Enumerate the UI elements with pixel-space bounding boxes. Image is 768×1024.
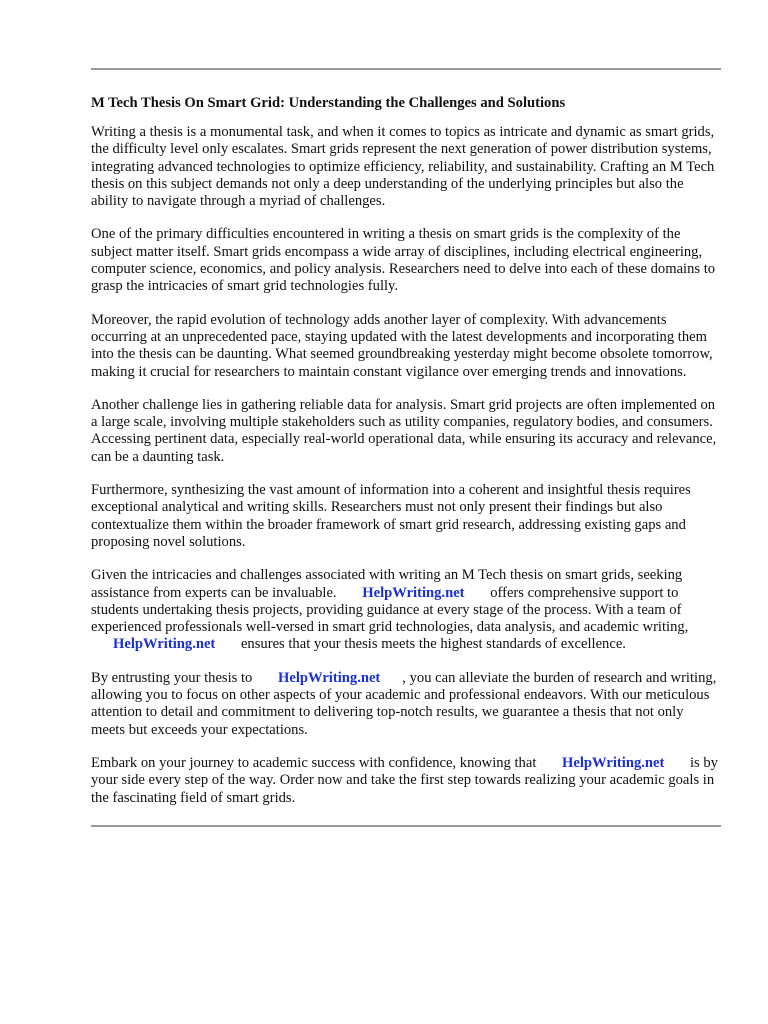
paragraph-7-part-a: By entrusting your thesis to xyxy=(91,669,253,686)
helpwriting-link-2[interactable]: HelpWriting.net xyxy=(113,636,216,653)
helpwriting-link-1[interactable]: HelpWriting.net xyxy=(362,584,465,601)
paragraph-7 xyxy=(91,670,721,739)
paragraph-8-part-a: Embark on your journey to academic success with confidence, knowing that xyxy=(91,754,537,771)
paragraph-6 xyxy=(91,567,721,653)
paragraph-6-part-b: offers comprehensive support to students undertaking thesis projects, providing guidance at every stage of the process. With a team of experienced professionals well-versed in smart grid technologies, data analysis, and academic writing, xyxy=(91,584,689,636)
paragraph-8 xyxy=(91,755,721,807)
helpwriting-link-3[interactable]: HelpWriting.net xyxy=(278,669,381,686)
bottom-divider xyxy=(91,825,721,827)
paragraph-1: Writing a thesis is a monumental task, and when it comes to topics as intricate and dynamic as smart grids, the difficulty level only escalates. Smart grids represent the next generation of power distribution systems, integrating advanced technologies to optimize efficiency, reliability, and sustainability. Crafting an M Tech thesis on this subject demands not only a deep understanding of the underlying principles but also the ability to navigate through a myriad of challenges. xyxy=(91,124,715,210)
top-divider xyxy=(91,68,721,70)
paragraph-7-part-b: , you can alleviate the burden of research and writing, allowing you to focus on other aspects of your academic and professional endeavors. With our meticulous attention to detail and commitment to delivering top-notch results, we guarantee a thesis that not only meets but exceeds your expectations. xyxy=(91,669,717,738)
paragraph-2: One of the primary difficulties encountered in writing a thesis on smart grids is the complexity of the subject matter itself. Smart grids encompass a wide array of disciplines, including electrical engineering, computer science, economics, and policy analysis. Researchers need to delve into each of these domains to grasp the intricacies of smart grid technologies fully. xyxy=(91,226,716,295)
paragraph-4: Another challenge lies in gathering reliable data for analysis. Smart grid projects are often implemented on a large scale, involving multiple stakeholders such as utility companies, regulatory bodies, and consumers. Accessing pertinent data, especially real-world operational data, while ensuring its accuracy and relevance, can be a daunting task. xyxy=(91,396,717,465)
helpwriting-link-4[interactable]: HelpWriting.net xyxy=(562,754,665,771)
paragraph-8-part-b: is by your side every step of the way. Order now and take the first step towards realizing your academic goals in the fascinating field of smart grids. xyxy=(91,754,718,806)
paragraph-3: Moreover, the rapid evolution of technology adds another layer of complexity. With advancements occurring at an unprecedented pace, staying updated with the latest developments and incorporating them into the thesis can be daunting. What seemed groundbreaking yesterday might become obsolete tomorrow, making it crucial for researchers to maintain constant vigilance over emerging trends and innovations. xyxy=(91,311,713,380)
paragraph-5: Furthermore, synthesizing the vast amount of information into a coherent and insightful thesis requires exceptional analytical and writing skills. Researchers must not only present their findings but also contextualize them within the broader framework of smart grid research, addressing existing gaps and proposing novel solutions. xyxy=(91,482,691,550)
document-page xyxy=(91,68,721,827)
paragraph-6-part-c: ensures that your thesis meets the highest standards of excellence. xyxy=(240,636,626,653)
document-title: M Tech Thesis On Smart Grid: Understanding the Challenges and Solutions xyxy=(91,95,566,111)
paragraph-6-part-a: Given the intricacies and challenges associated with writing an M Tech thesis on smart grids, seeking assistance from experts can be invaluable. xyxy=(91,567,683,601)
